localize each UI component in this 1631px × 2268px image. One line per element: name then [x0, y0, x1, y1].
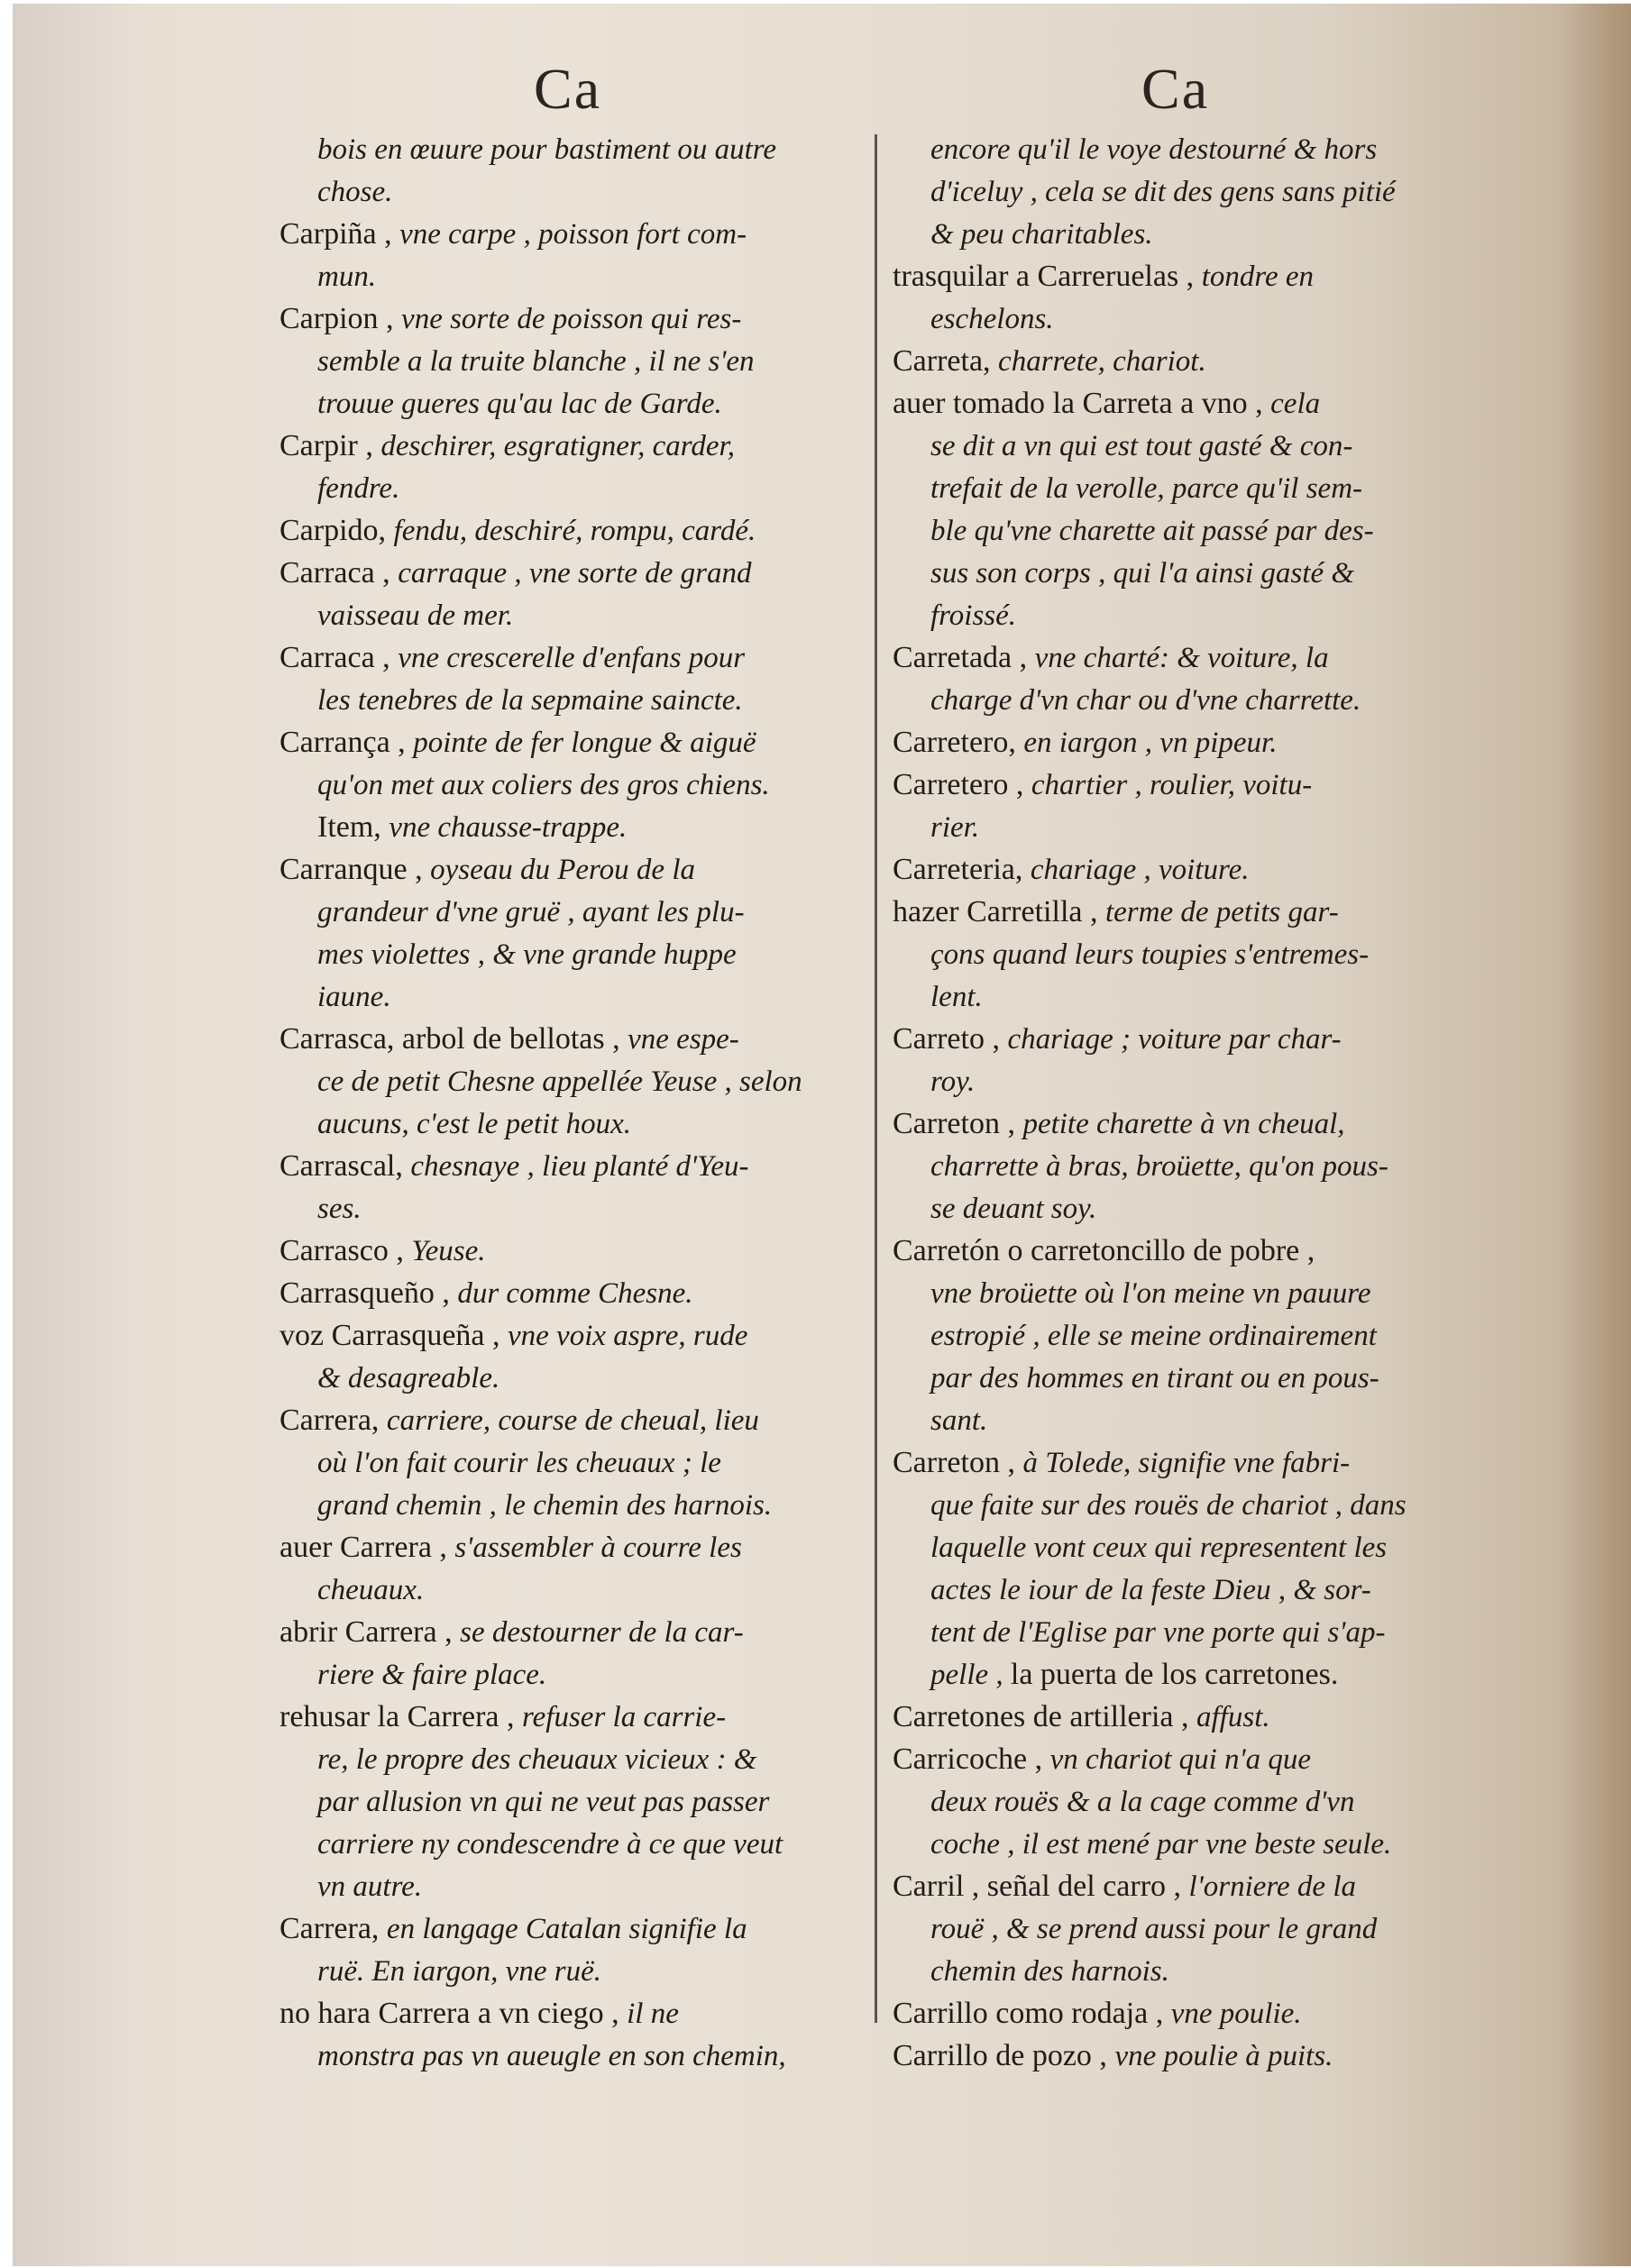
- french-gloss: fendu, deschiré, rompu, cardé.: [393, 515, 756, 547]
- spanish-headword: trasquilar a Carreruelas ,: [893, 260, 1202, 293]
- spanish-headword: la puerta de los carretones.: [1010, 1658, 1339, 1691]
- entry-line: [893, 467, 1488, 509]
- entry-line: [893, 340, 1488, 382]
- french-gloss: eschelons.: [930, 303, 1054, 335]
- french-gloss: çons quand leurs toupies s'entremes-: [930, 938, 1370, 971]
- french-gloss: charrette à bras, broüette, qu'on pous-: [930, 1150, 1388, 1183]
- french-gloss: par allusion vn qui ne veut pas passer: [317, 1786, 770, 1818]
- french-gloss: affust.: [1196, 1701, 1270, 1733]
- spanish-headword: Carraca ,: [279, 556, 399, 590]
- entry-line: [893, 1907, 1488, 1950]
- french-gloss: chariage , voiture.: [1030, 854, 1250, 886]
- entry-line: [893, 1484, 1488, 1526]
- french-gloss: oyseau du Perou de la: [430, 854, 695, 886]
- entry-line: [893, 425, 1488, 467]
- french-gloss: rouë , & se prend aussi pour le grand: [930, 1913, 1378, 1945]
- entry-line: [279, 1145, 866, 1187]
- entry-line: [893, 1992, 1488, 2035]
- entry-line: [893, 1441, 1488, 1484]
- entry-line: [279, 128, 866, 170]
- right-column-header: Ca: [1141, 57, 1210, 121]
- french-gloss: monstra pas vn aueugle en son chemin,: [317, 2040, 786, 2072]
- french-gloss: semble a la truite blanche , il ne s'en: [317, 345, 755, 378]
- french-gloss: vne carpe , poisson fort com-: [399, 218, 747, 251]
- entry-line: [279, 1441, 866, 1484]
- spanish-headword: Carrera,: [279, 1912, 387, 1945]
- french-gloss: rier.: [930, 811, 980, 844]
- french-gloss: iaune.: [317, 981, 391, 1013]
- entry-line: [279, 636, 866, 679]
- entry-line: [893, 594, 1488, 636]
- french-gloss: cheuaux.: [317, 1574, 425, 1606]
- entry-line: [279, 170, 866, 213]
- entry-line: [279, 425, 866, 467]
- entry-line: [893, 891, 1488, 933]
- entry-line: [893, 128, 1488, 170]
- entry-line: [279, 1314, 866, 1357]
- spanish-headword: Carraca ,: [279, 641, 399, 674]
- french-gloss: se destourner de la car-: [460, 1616, 744, 1649]
- entry-line: [279, 1907, 866, 1950]
- french-gloss: refuser la carrie-: [522, 1701, 727, 1733]
- spanish-headword: Carpion ,: [279, 302, 402, 335]
- french-gloss: petite charette à vn cheual,: [1022, 1108, 1345, 1140]
- entry-line: [893, 1568, 1488, 1611]
- french-gloss: en iargon , vn pipeur.: [1023, 727, 1278, 759]
- entry-line: [893, 1823, 1488, 1865]
- entry-line: [893, 764, 1488, 806]
- french-gloss: ses.: [317, 1193, 362, 1225]
- entry-line: [279, 213, 866, 255]
- spanish-headword: Carranque ,: [279, 853, 431, 886]
- entry-line: [279, 1230, 866, 1272]
- entry-line: [893, 552, 1488, 594]
- entry-line: [279, 509, 866, 552]
- french-gloss: grand chemin , le chemin des harnois.: [317, 1489, 773, 1522]
- french-gloss: actes le iour de la feste Dieu , & sor-: [930, 1574, 1371, 1606]
- entry-line: [279, 1018, 866, 1060]
- entry-line: [279, 1696, 866, 1738]
- entry-line: [893, 1653, 1488, 1696]
- entry-line: [893, 382, 1488, 425]
- spanish-headword: Carretones de artilleria ,: [893, 1700, 1197, 1733]
- french-gloss: vne sorte de poisson qui res-: [401, 303, 742, 335]
- entry-line: [279, 764, 866, 806]
- left-column-header: Ca: [534, 57, 602, 121]
- spanish-headword: auer Carrera ,: [279, 1531, 455, 1564]
- page-edge-shadow: [1568, 4, 1631, 2266]
- entry-line: [893, 679, 1488, 721]
- spanish-headword: Carrillo de pozo ,: [893, 2039, 1115, 2072]
- french-gloss: à Tolede, signifie vne fabri-: [1022, 1447, 1351, 1479]
- entry-line: [893, 1187, 1488, 1230]
- entry-line: [279, 1484, 866, 1526]
- french-gloss: l'orniere de la: [1188, 1870, 1356, 1903]
- french-gloss: carraque , vne sorte de grand: [398, 557, 752, 590]
- entry-line: [279, 1780, 866, 1823]
- french-gloss: trefait de la verolle, parce qu'il sem-: [930, 472, 1363, 505]
- entry-line: [279, 1865, 866, 1907]
- entry-line: [893, 1950, 1488, 1992]
- entry-line: [279, 1653, 866, 1696]
- spanish-headword: rehusar la Carrera ,: [279, 1700, 523, 1733]
- entry-line: [893, 255, 1488, 297]
- french-gloss: encore qu'il le voye destourné & hors: [930, 133, 1378, 166]
- french-gloss: Yeuse.: [411, 1235, 486, 1267]
- entry-line: [279, 1399, 866, 1441]
- spanish-headword: Carpiña ,: [279, 217, 400, 251]
- french-gloss: en langage Catalan signifie la: [386, 1913, 747, 1945]
- spanish-headword: Carrasqueño ,: [279, 1276, 458, 1310]
- french-gloss: par des hommes en tirant ou en pous-: [930, 1362, 1379, 1395]
- entry-line: [279, 1060, 866, 1102]
- entry-line: [893, 1145, 1488, 1187]
- french-gloss: mes violettes , & vne grande huppe: [317, 938, 737, 971]
- spanish-headword: Carretero,: [893, 726, 1024, 759]
- entry-line: [893, 2035, 1488, 2077]
- french-gloss: chartier , roulier, voitu-: [1031, 769, 1313, 801]
- spanish-headword: Carreton ,: [893, 1107, 1023, 1140]
- french-gloss: chesnaye , lieu planté d'Yeu-: [410, 1150, 749, 1183]
- entry-line: [279, 1611, 866, 1653]
- entry-line: [893, 213, 1488, 255]
- entry-line: [279, 1102, 866, 1145]
- entry-line: [279, 933, 866, 975]
- french-gloss: chemin des harnois.: [930, 1955, 1169, 1988]
- french-gloss: pointe de fer longue & aiguë: [413, 727, 756, 759]
- french-gloss: dur comme Chesne.: [457, 1277, 693, 1310]
- french-gloss: sus son corps , qui l'a ainsi gasté &: [930, 557, 1355, 590]
- french-gloss: vne charté: & voiture, la: [1034, 642, 1329, 674]
- entry-line: [279, 679, 866, 721]
- entry-line: [893, 1272, 1488, 1314]
- spanish-headword: Carreta,: [893, 344, 999, 378]
- french-gloss: carriere ny condescendre à ce que veut: [317, 1828, 783, 1861]
- spanish-headword: hazer Carretilla ,: [893, 895, 1105, 928]
- french-gloss: fendre.: [317, 472, 400, 505]
- spanish-headword: Carreto ,: [893, 1022, 1008, 1056]
- french-gloss: deux rouës & a la cage comme d'vn: [930, 1786, 1355, 1818]
- french-gloss: ce de petit Chesne appellée Yeuse , selon: [317, 1065, 802, 1098]
- french-gloss: charrete, chariot.: [998, 345, 1206, 378]
- spanish-headword: Carreton ,: [893, 1446, 1023, 1479]
- french-gloss: ruë. En iargon, vne ruë.: [317, 1955, 601, 1988]
- entry-line: [893, 1738, 1488, 1780]
- spanish-headword: Carrera,: [279, 1404, 387, 1437]
- spanish-headword: Carreteria,: [893, 853, 1031, 886]
- entry-line: [893, 297, 1488, 340]
- french-gloss: vaisseau de mer.: [317, 599, 514, 632]
- entry-line: [279, 848, 866, 891]
- french-gloss: riere & faire place.: [317, 1659, 547, 1691]
- french-gloss: aucuns, c'est le petit houx.: [317, 1108, 631, 1140]
- entry-line: [893, 1018, 1488, 1060]
- french-gloss: vne chausse-trappe.: [389, 811, 628, 844]
- french-gloss: terme de petits gar-: [1104, 896, 1339, 928]
- french-gloss: vne broüette où l'on meine vn pauure: [930, 1277, 1371, 1310]
- french-gloss: où l'on fait courir les cheuaux ; le: [317, 1447, 721, 1479]
- spanish-headword: Carrasco ,: [279, 1234, 412, 1267]
- french-gloss: deschirer, esgratigner, carder,: [380, 430, 735, 462]
- french-gloss: froissé.: [930, 599, 1017, 632]
- entry-line: [279, 1526, 866, 1568]
- entry-line: [893, 509, 1488, 552]
- entry-line: [893, 1060, 1488, 1102]
- spanish-headword: Carricoche ,: [893, 1742, 1050, 1776]
- entry-line: [279, 382, 866, 425]
- spanish-headword: no hara Carrera a vn ciego ,: [279, 1997, 628, 2030]
- entry-line: [893, 636, 1488, 679]
- spanish-headword: auer tomado la Carreta a vno ,: [893, 387, 1271, 420]
- entry-line: [279, 721, 866, 764]
- french-gloss: se deuant soy.: [930, 1193, 1097, 1225]
- spanish-headword: Carrascal,: [279, 1149, 411, 1183]
- french-gloss: carriere, course de cheual, lieu: [386, 1404, 759, 1437]
- entry-line: [279, 1992, 866, 2035]
- left-column: [279, 128, 866, 2077]
- french-gloss: les tenebres de la sepmaine saincte.: [317, 684, 743, 717]
- french-gloss: estropié , elle se meine ordinairement: [930, 1320, 1377, 1352]
- entry-line: [279, 1823, 866, 1865]
- entry-line: [279, 1187, 866, 1230]
- entry-line: [279, 255, 866, 297]
- entry-line: [893, 1865, 1488, 1907]
- entry-line: [279, 806, 866, 848]
- french-gloss: vn autre.: [317, 1870, 423, 1903]
- spanish-headword: abrir Carrera ,: [279, 1615, 461, 1649]
- spanish-headword: Carrillo como rodaja ,: [893, 1997, 1171, 2030]
- spanish-headword: voz Carrasqueña ,: [279, 1319, 509, 1352]
- french-gloss: vne poulie à puits.: [1114, 2040, 1333, 2072]
- french-gloss: chariage ; voiture par char-: [1007, 1023, 1342, 1056]
- entry-line: [893, 848, 1488, 891]
- entry-line: [893, 975, 1488, 1018]
- spanish-headword: Carpir ,: [279, 429, 381, 462]
- french-gloss: trouue gueres qu'au lac de Garde.: [317, 388, 722, 420]
- entry-line: [279, 467, 866, 509]
- french-gloss: roy.: [930, 1065, 976, 1098]
- french-gloss: tondre en: [1201, 261, 1315, 293]
- entry-line: [279, 552, 866, 594]
- entry-line: [279, 891, 866, 933]
- french-gloss: grandeur d'vne gruë , ayant les plu-: [317, 896, 745, 928]
- french-gloss: ble qu'vne charette ait passé par des-: [930, 515, 1374, 547]
- french-gloss: qu'on met aux coliers des gros chiens.: [317, 769, 770, 801]
- dictionary-page: [13, 4, 1631, 2266]
- entry-line: [279, 1568, 866, 1611]
- french-gloss: & desagreable.: [317, 1362, 500, 1395]
- entry-line: [279, 1738, 866, 1780]
- spanish-headword: Carretón o carretoncillo de pobre ,: [893, 1234, 1315, 1267]
- french-gloss: s'assembler à courre les: [454, 1532, 742, 1564]
- entry-line: [279, 975, 866, 1018]
- french-gloss: lent.: [930, 981, 983, 1013]
- entry-line: [279, 594, 866, 636]
- right-column: [893, 128, 1488, 2077]
- french-gloss: d'iceluy , cela se dit des gens sans pitié: [930, 176, 1396, 208]
- french-gloss: laquelle vont ceux qui representent les: [930, 1532, 1388, 1564]
- french-gloss: pelle ,: [930, 1659, 1011, 1691]
- entry-line: [893, 170, 1488, 213]
- spanish-headword: Carrasca, arbol de bellotas ,: [279, 1022, 628, 1056]
- french-gloss: se dit a vn qui est tout gasté & con-: [930, 430, 1353, 462]
- entry-line: [893, 1314, 1488, 1357]
- entry-line: [279, 1950, 866, 1992]
- entry-line: [893, 806, 1488, 848]
- spanish-headword: Carretero ,: [893, 768, 1031, 801]
- spanish-headword: Carretada ,: [893, 641, 1035, 674]
- french-gloss: bois en œuure pour bastiment ou autre: [317, 133, 777, 166]
- french-gloss: vn chariot qui n'a que: [1049, 1743, 1311, 1776]
- column-divider: [875, 134, 877, 2023]
- entry-line: [279, 1357, 866, 1399]
- french-gloss: il ne: [627, 1998, 679, 2030]
- french-gloss: sant.: [930, 1404, 988, 1437]
- french-gloss: chose.: [317, 176, 393, 208]
- entry-line: [893, 1230, 1488, 1272]
- french-gloss: vne poulie.: [1170, 1998, 1302, 2030]
- french-gloss: vne espe-: [628, 1023, 739, 1056]
- french-gloss: tent de l'Eglise par vne porte qui s'ap-: [930, 1616, 1386, 1649]
- french-gloss: vne crescerelle d'enfans pour: [398, 642, 746, 674]
- entry-line: [893, 1696, 1488, 1738]
- french-gloss: re, le propre des cheuaux vicieux : &: [317, 1743, 757, 1776]
- spanish-headword: Item,: [317, 810, 389, 844]
- entry-line: [893, 1780, 1488, 1823]
- entry-line: [893, 933, 1488, 975]
- french-gloss: mun.: [317, 261, 377, 293]
- spanish-headword: Carrança ,: [279, 726, 414, 759]
- french-gloss: vne voix aspre, rude: [508, 1320, 748, 1352]
- entry-line: [279, 297, 866, 340]
- entry-line: [279, 1272, 866, 1314]
- french-gloss: cela: [1270, 388, 1321, 420]
- french-gloss: & peu charitables.: [930, 218, 1153, 251]
- entry-line: [893, 721, 1488, 764]
- entry-line: [279, 2035, 866, 2077]
- entry-line: [893, 1357, 1488, 1399]
- spanish-headword: Carril , señal del carro ,: [893, 1870, 1189, 1903]
- spanish-headword: Carpido,: [279, 514, 394, 547]
- entry-line: [893, 1399, 1488, 1441]
- entry-line: [279, 340, 866, 382]
- entry-line: [893, 1102, 1488, 1145]
- french-gloss: coche , il est mené par vne beste seule.: [930, 1828, 1392, 1861]
- entry-line: [893, 1526, 1488, 1568]
- entry-line: [893, 1611, 1488, 1653]
- french-gloss: charge d'vn char ou d'vne charrette.: [930, 684, 1361, 717]
- french-gloss: que faite sur des rouës de chariot , dans: [930, 1489, 1407, 1522]
